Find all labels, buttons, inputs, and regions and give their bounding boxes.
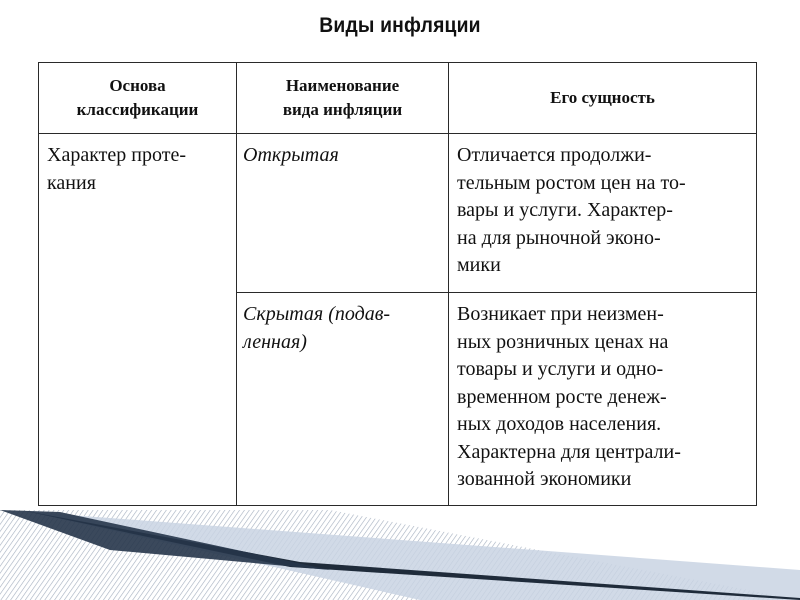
table-row [39, 134, 757, 293]
cell-type-hidden: Скрытая (подав- ленная) [237, 293, 449, 506]
inflation-types-table [38, 62, 757, 506]
table-header-row [39, 63, 757, 134]
cell-basis: Характер проте- кания [39, 134, 237, 506]
header-inflation-type-name: Наименование вида инфляции [237, 63, 449, 134]
page-curl-decoration [0, 510, 800, 600]
cell-type-open: Открытая [237, 134, 449, 293]
page-title: Виды инфляции [319, 14, 481, 37]
cell-essence-open: Отличается продолжи- тельным ростом цен на то- вары и услуги. Характер- на для рыночной эконо- мики [449, 134, 757, 293]
header-essence: Его сущность [449, 63, 757, 134]
cell-essence-hidden: Возникает при неизмен- ных розничных ценах на товары и услуги и одно- временном росте денеж- ных доходов населения. Характерна для централи- зованной экономики [449, 293, 757, 506]
header-classification-basis: Основа классификации [39, 63, 237, 134]
